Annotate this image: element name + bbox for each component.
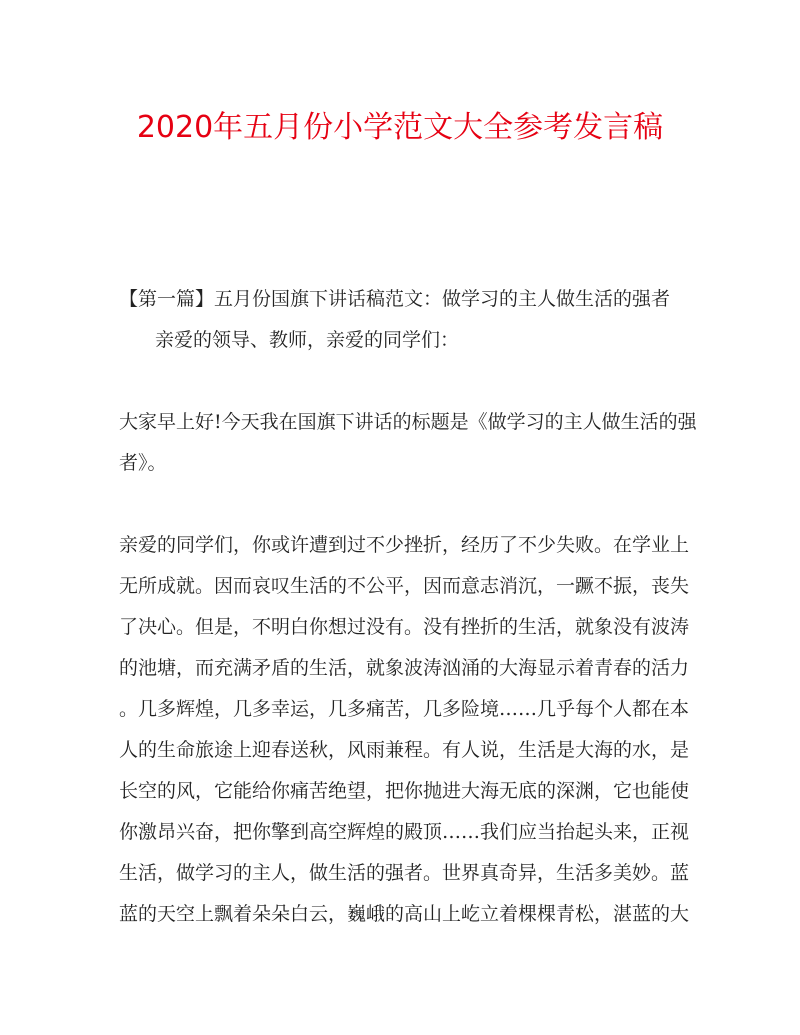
paragraph2-line: 无所成就。因而哀叹生活的不公平，因而意志消沉，一蹶不振，丧失 bbox=[119, 575, 690, 597]
paragraph2-line: 蓝的天空上飘着朵朵白云，巍峨的高山上屹立着棵棵青松，湛蓝的大 bbox=[119, 903, 690, 925]
paragraph2-line: 。几多辉煌，几多幸运，几多痛苦，几多险境……几乎每个人都在本 bbox=[119, 698, 690, 720]
paragraph1-line: 大家早上好!今天我在国旗下讲话的标题是《做学习的主人做生活的强 bbox=[119, 411, 697, 433]
paragraph2-line: 你激昂兴奋，把你擎到高空辉煌的殿顶……我们应当抬起头来，正视 bbox=[119, 821, 690, 843]
salutation: 亲爱的领导、教师，亲爱的同学们： bbox=[155, 329, 460, 351]
section-heading: 【第一篇】五月份国旗下讲话稿范文：做学习的主人做生活的强者 bbox=[119, 288, 671, 310]
paragraph2-line: 人的生命旅途上迎春送秋，风雨兼程。有人说，生活是大海的水，是 bbox=[119, 739, 690, 761]
paragraph2-line: 了决心。但是，不明白你想过没有。没有挫折的生活，就象没有波涛 bbox=[119, 616, 690, 638]
paragraph2-line: 长空的风，它能给你痛苦绝望，把你抛进大海无底的深渊，它也能使 bbox=[119, 780, 690, 802]
document-title: 2020年五月份小学范文大全参考发言稿 bbox=[136, 110, 664, 145]
paragraph2-line: 的池塘，而充满矛盾的生活，就象波涛汹涌的大海显示着青春的活力 bbox=[119, 657, 690, 679]
paragraph2-line: 生活，做学习的主人，做生活的强者。世界真奇异，生活多美妙。蓝 bbox=[119, 862, 690, 884]
paragraph1-line: 者》。 bbox=[119, 452, 167, 474]
paragraph2-line: 亲爱的同学们，你或许遭到过不少挫折，经历了不少失败。在学业上 bbox=[119, 534, 690, 556]
